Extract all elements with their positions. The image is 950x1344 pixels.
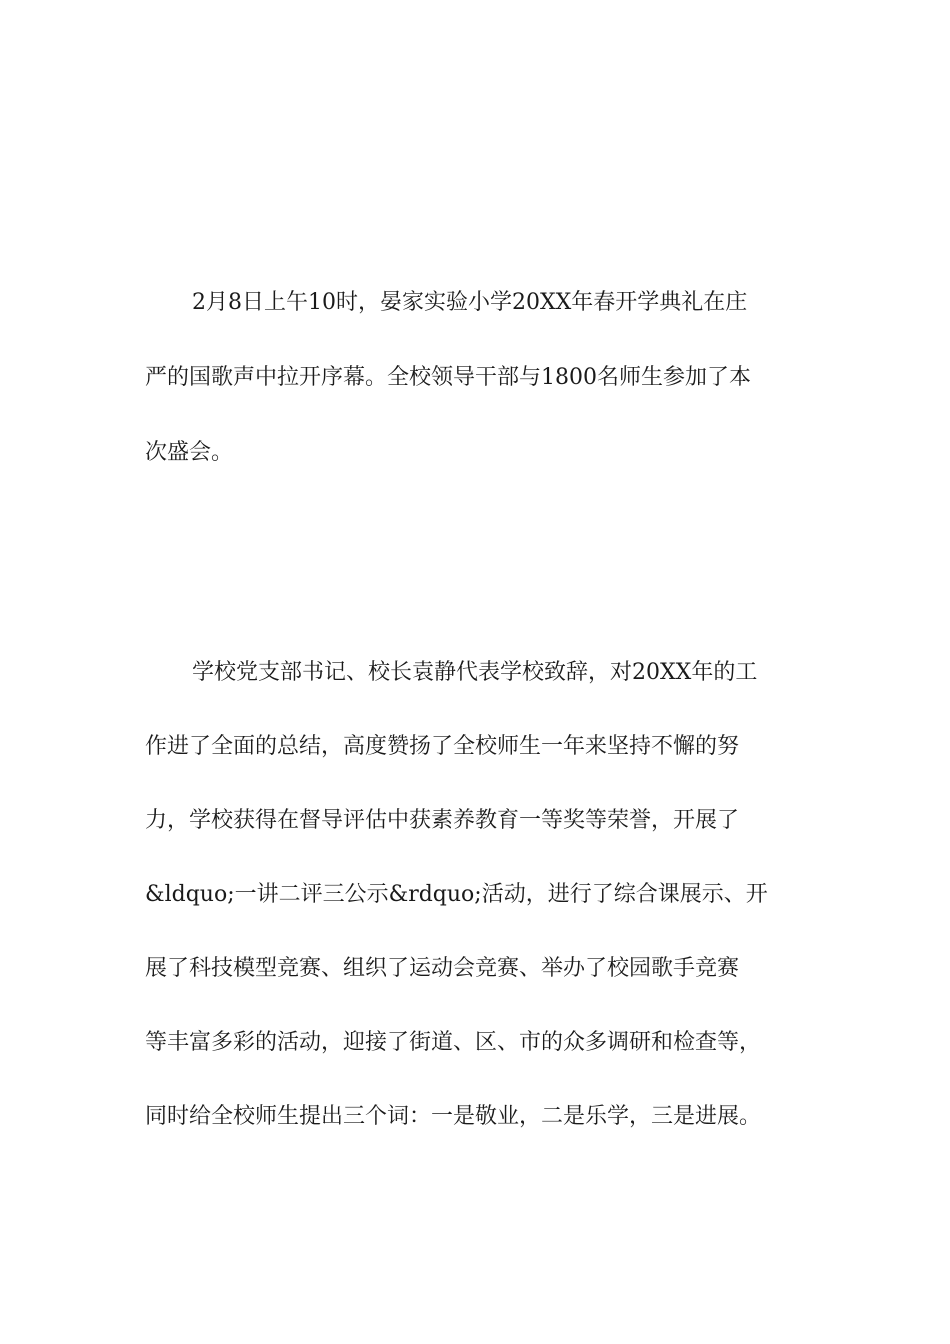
paragraph-line: 学校党支部书记、校长袁静代表学校致辞，对20XX年的工	[192, 660, 758, 685]
paragraph-line: 力，学校获得在督导评估中获素养教育一等奖等荣誉，开展了	[145, 808, 740, 833]
paragraph-line: 2月8日上午10时，晏家实验小学20XX年春开学典礼在庄	[192, 290, 748, 315]
paragraph-line: &ldquo;一讲二评三公示&rdquo;活动，进行了综合课展示、开	[145, 882, 768, 907]
paragraph-line: 等丰富多彩的活动，迎接了街道、区、市的众多调研和检查等，	[145, 1030, 762, 1055]
paragraph-line: 次盛会。	[145, 440, 234, 465]
paragraph-line: 作进了全面的总结，高度赞扬了全校师生一年来坚持不懈的努	[145, 734, 740, 759]
paragraph-line: 严的国歌声中拉开序幕。全校领导干部与1800名师生参加了本	[145, 365, 751, 390]
paragraph-line: 展了科技模型竞赛、组织了运动会竞赛、举办了校园歌手竞赛	[145, 956, 740, 981]
paragraph-line: 同时给全校师生提出三个词：一是敬业，二是乐学，三是进展。	[145, 1104, 762, 1129]
